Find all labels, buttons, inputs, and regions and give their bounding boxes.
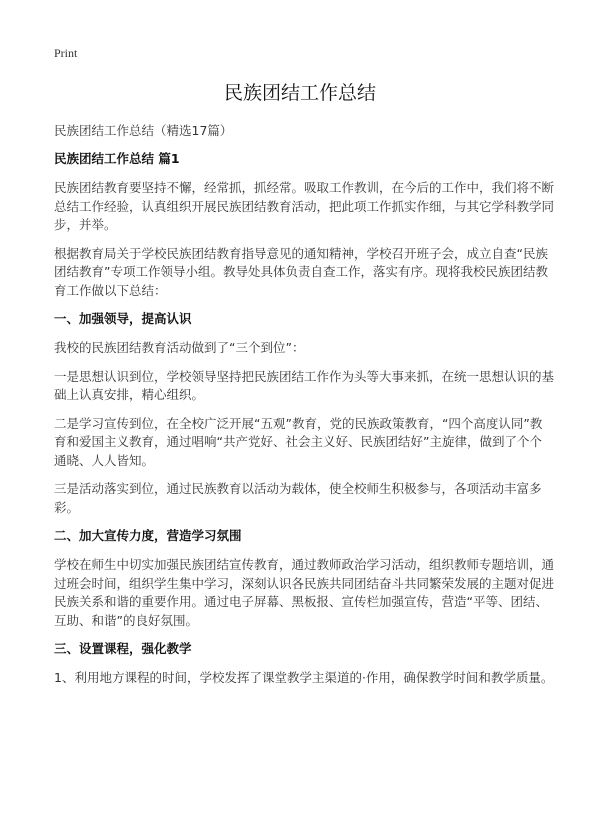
paragraph: 1、利用地方课程的时间，学校发挥了课堂教学主渠道的·作用，确保教学时间和教学质量。 xyxy=(54,670,554,685)
section-heading: 一、加强领导，提高认识 xyxy=(54,311,192,326)
section-heading: 民族团结工作总结 篇1 xyxy=(54,151,180,166)
paragraph: 学校在师生中切实加强民族团结宣传教育，通过教师政治学习活动，组织教师专题培训，通过班会时间，组织学生集中学习，深刻认识各民族共同团结奋斗共同繁荣发展的主题对促进民族关系和谐的重要作用。通过电子屏幕、黑板报、宣传栏加强宣传，营造“平等、团结、互助、和谐”的良好氛围。 xyxy=(54,557,555,628)
paragraph: 一是思想认识到位，学校领导坚持把民族团结工作作为头等大事来抓，在统一思想认识的基础上认真安排，精心组织。 xyxy=(54,368,555,402)
paragraph: 民族团结教育要坚持不懈，经常抓，抓经常。吸取工作教训，在今后的工作中，我们将不断总结工作经验，认真组织开展民族团结教育活动，把此项工作抓实作细，与其它学科教学同步，并举。 xyxy=(54,180,555,232)
paragraph: 三是活动落实到位，通过民族教育以活动为载体，使全校师生积极参与，各项活动丰富多彩。 xyxy=(54,481,542,515)
document-subtitle: 民族团结工作总结（精选17篇） xyxy=(54,123,233,138)
print-link[interactable]: Print xyxy=(54,46,78,60)
paragraph: 根据教育局关于学校民族团结教育指导意见的通知精神，学校召开班子会，成立自查“民族团结教育”专项工作领导小组。教导处具体负责自查工作，落实有序。现将我校民族团结教育工作做以下总结： xyxy=(54,245,548,298)
section-heading: 二、加大宣传力度，营造学习氛围 xyxy=(54,528,242,543)
paragraph: 二是学习宣传到位，在全校广泛开展“五观”教育，党的民族政策教育，“四个高度认同”教育和爱国主义教育，通过唱响“共产党好、社会主义好、民族团结好”主旋律，做到了个个通晓、人人皆知。 xyxy=(54,415,543,468)
section-heading: 三、设置课程，强化教学 xyxy=(54,641,192,656)
paragraph: 我校的民族团结教育活动做到了“三个到位”： xyxy=(54,340,305,355)
document-title: 民族团结工作总结 xyxy=(223,82,376,104)
document-body xyxy=(54,150,554,698)
